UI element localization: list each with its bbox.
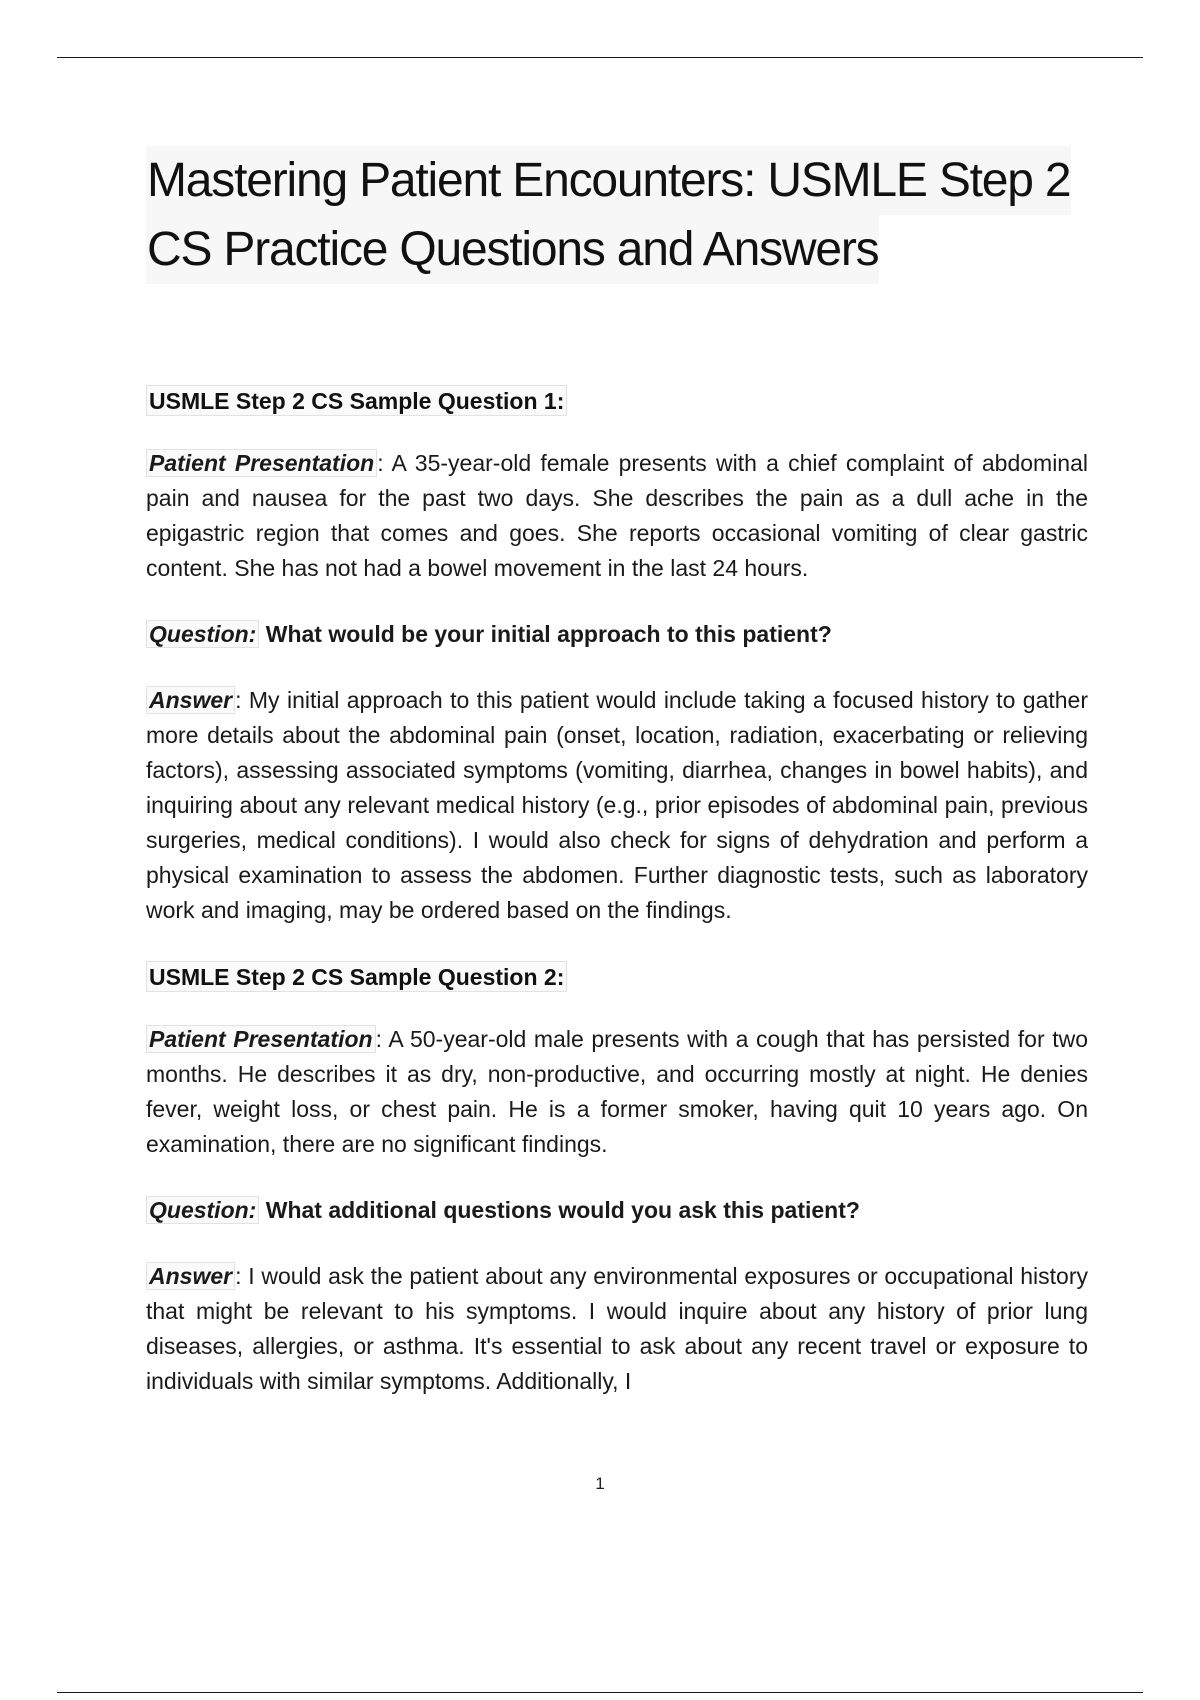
label-colon: : <box>235 1263 242 1289</box>
page-content <box>146 146 1088 1399</box>
presentation-label: Patient Presentation <box>146 449 377 477</box>
presentation-text: A 35-year-old female presents with a chief complaint of abdominal pain and nausea for the past two days. She describes the pain as a dull ache in the epigastric region that comes and goes. She reports occasional vomiting of clear gastric content. She has not had a bowel movement in the last 24 hours. <box>146 450 1088 581</box>
label-colon: : <box>375 1026 382 1052</box>
title-line-1: Mastering Patient Encounters: USMLE Step 2 <box>146 146 1071 215</box>
question-label: Question: <box>146 620 259 648</box>
bottom-rule <box>57 1692 1143 1693</box>
question-2-section <box>146 961 1088 1399</box>
label-colon: : <box>235 687 242 713</box>
question-1-answer <box>146 683 1088 928</box>
answer-label: Answer <box>146 1262 235 1290</box>
answer-text: I would ask the patient about any environmental exposures or occupational history that might be relevant to his symptoms. I would inquire about any history of prior lung diseases, allergies, or asthma. It's essential to ask about any recent travel or exposure to individuals with similar symptoms. Additionally, I <box>146 1263 1089 1394</box>
presentation-label: Patient Presentation <box>146 1025 376 1053</box>
question-label: Question: <box>146 1196 259 1224</box>
title-line-2: CS Practice Questions and Answers <box>146 215 879 284</box>
question-1-section <box>146 385 1088 928</box>
answer-label: Answer <box>146 686 235 714</box>
question-2-question <box>146 1193 1088 1228</box>
question-2-heading: USMLE Step 2 CS Sample Question 2: <box>146 961 567 992</box>
question-1-heading: USMLE Step 2 CS Sample Question 1: <box>146 385 567 416</box>
page-title <box>146 146 1088 284</box>
page-number: 1 <box>595 1474 605 1493</box>
question-1-question <box>146 617 1088 652</box>
question-2-answer <box>146 1259 1088 1399</box>
label-colon: : <box>377 450 384 476</box>
question-2-presentation <box>146 1022 1088 1162</box>
question-1-presentation <box>146 446 1088 586</box>
question-text: What would be your initial approach to this patient? <box>265 621 832 647</box>
presentation-text: A 50-year-old male presents with a cough that has persisted for two months. He describes it as dry, non-productive, and occurring mostly at night. He denies fever, weight loss, or chest pain. He is a former smoker, having quit 10 years ago. On examination, there are no significant findings. <box>146 1026 1089 1157</box>
top-rule <box>57 57 1143 58</box>
question-text: What additional questions would you ask this patient? <box>265 1197 860 1223</box>
answer-text: My initial approach to this patient would include taking a focused history to gather more details about the abdominal pain (onset, location, radiation, exacerbating or relieving factors), assessing associated symptoms (vomiting, diarrhea, changes in bowel habits), and inquiring about any relevant medical history (e.g., prior episodes of abdominal pain, previous surgeries, medical conditions). I would also check for signs of dehydration and perform a physical examination to assess the abdomen. Further diagnostic tests, such as laboratory work and imaging, may be ordered based on the findings. <box>146 687 1088 923</box>
